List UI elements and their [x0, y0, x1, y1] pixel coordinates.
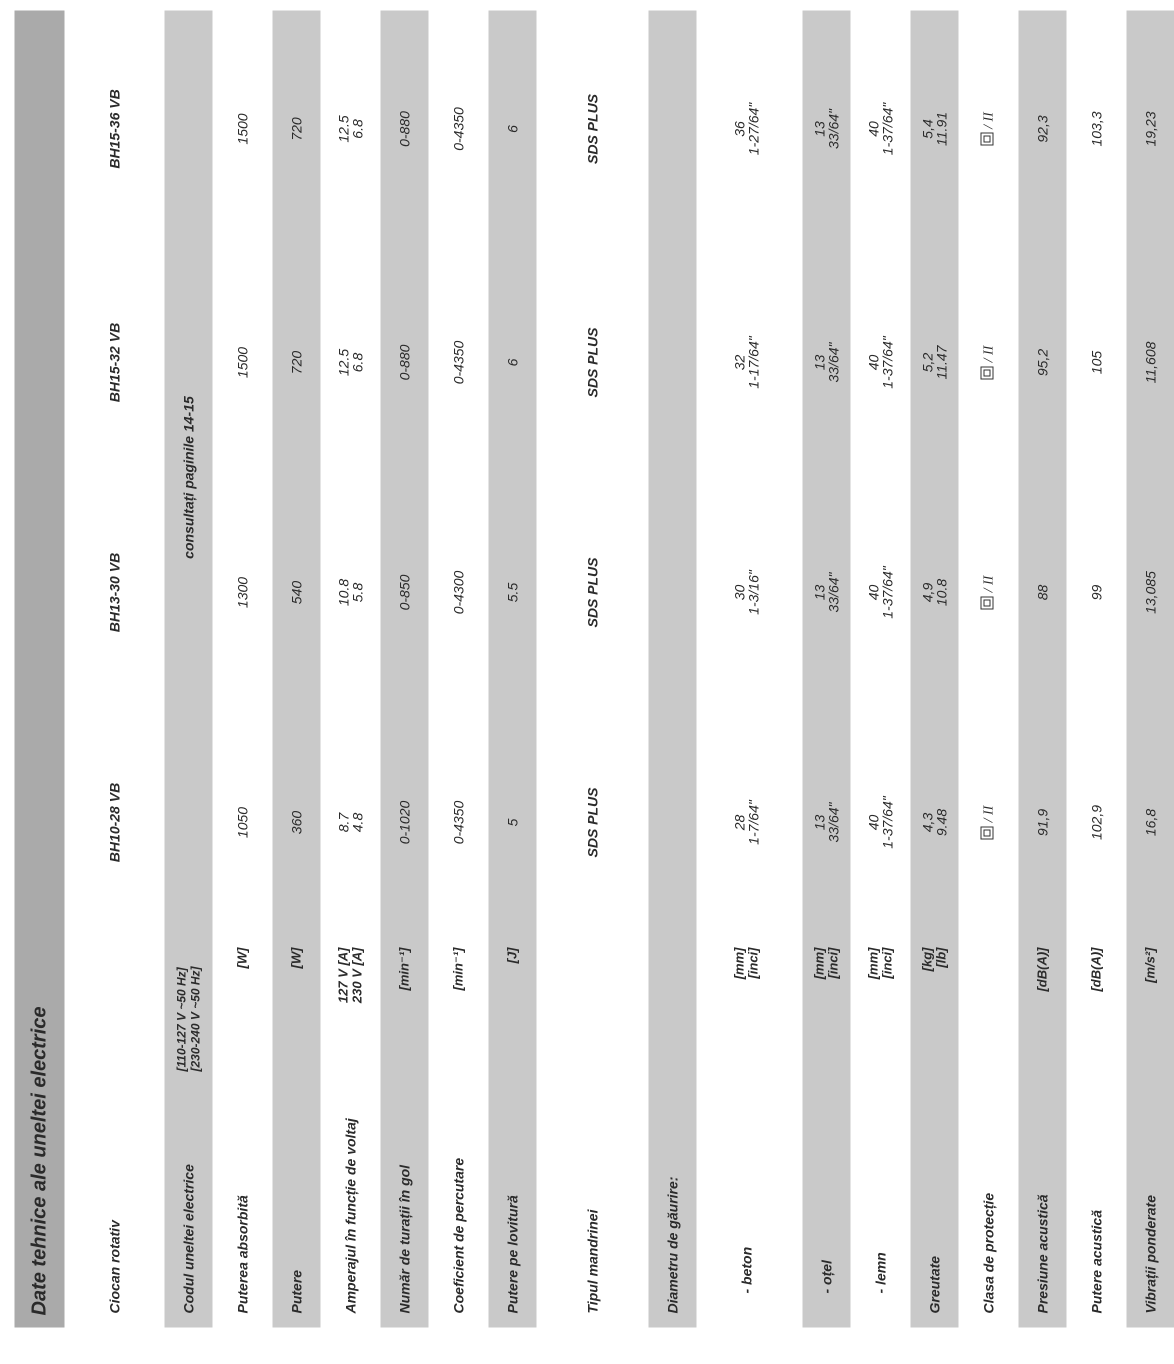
cell-value: 40 1-37/64" [865, 102, 895, 156]
cell-value: 5.5 [488, 478, 536, 708]
row-label: - oțel [802, 1078, 850, 1328]
row-label: - beton [738, 1246, 754, 1294]
cell-value: 12.5 6.8 [335, 348, 365, 377]
cell-value: 720 [272, 248, 320, 478]
cell-value: 1500 [234, 113, 250, 145]
protection-class: / II [964, 478, 1012, 708]
cell-value: 0-1020 [380, 708, 428, 938]
row-unit: [min⁻¹] [380, 938, 428, 1078]
row-label: - lemn [872, 1252, 888, 1294]
cell-value: 5,4 11.91 [910, 10, 958, 247]
cell-value: 88 [1018, 478, 1066, 708]
page-title: Date tehnice ale uneltei electrice [14, 10, 64, 1327]
row-label: Număr de turații în gol [380, 1078, 428, 1328]
spec-sheet [14, 11, 1158, 1328]
cell-value: 13 33/64" [802, 478, 850, 708]
cell-value: 30 1-3/16" [731, 570, 761, 615]
cell-value: 0-880 [380, 10, 428, 247]
cell-value: SDS PLUS [584, 557, 600, 628]
cell-value: 10.8 5.8 [335, 578, 365, 607]
row-unit: [m/s²] [1126, 938, 1174, 1078]
row-unit: [dB(A)] [1018, 938, 1066, 1078]
cell-value: 99 [1088, 584, 1104, 601]
row-label: Vibrații ponderate [1126, 1078, 1174, 1328]
row-label: Presiune acustică [1018, 1078, 1066, 1328]
cell-value: 40 1-37/64" [865, 566, 895, 619]
cell-value: 16,8 [1126, 708, 1174, 938]
row-unit: 127 V [A] 230 V [A] [335, 947, 364, 1004]
cell-value: 6 [488, 248, 536, 478]
cell-value: 0-4350 [450, 107, 466, 151]
cell-value: 0-850 [380, 478, 428, 708]
cell-value: 360 [272, 708, 320, 938]
code-note: consultați paginile 14-15 [164, 248, 212, 708]
cell-value: 40 1-37/64" [865, 796, 895, 849]
cell-value: 103,3 [1088, 111, 1104, 147]
cell-value: SDS PLUS [584, 327, 600, 398]
cell-value: 12.5 6.8 [335, 115, 365, 143]
cell-value: SDS PLUS [584, 787, 600, 858]
double-insulation-icon [980, 366, 993, 379]
model-header: BH15-32 VB [106, 322, 122, 403]
row-label: Putere [272, 1078, 320, 1328]
cell-value: 1500 [234, 346, 250, 379]
cell-value: 4,3 9.48 [910, 708, 958, 938]
protection-class: / II [964, 708, 1012, 938]
cell-value: 95,2 [1018, 248, 1066, 478]
cell-value: 28 1-7/64" [731, 800, 761, 845]
cell-value: 1300 [234, 576, 250, 609]
row-label: Greutate [910, 1078, 958, 1328]
row-unit: [W] [272, 938, 320, 1078]
row-unit: [kg] [lb] [910, 938, 958, 1078]
row-unit: [mm] [inci] [802, 938, 850, 1078]
cell-value: 13 33/64" [802, 10, 850, 247]
cell-value: 0-4300 [450, 570, 466, 615]
row-label: Putere pe lovitură [488, 1078, 536, 1328]
cell-value: 540 [272, 478, 320, 708]
cell-value: 13 33/64" [802, 248, 850, 478]
cell-value: 8.7 4.8 [335, 812, 365, 833]
cell-value: 720 [272, 10, 320, 247]
cell-value: SDS PLUS [584, 93, 600, 164]
row-label: Tipul mandrinei [584, 1209, 600, 1314]
row-label: Codul uneltei electrice [164, 1078, 212, 1328]
row-unit: [min⁻¹] [450, 947, 465, 991]
spec-table [14, 10, 1174, 1327]
double-insulation-icon [980, 133, 993, 146]
row-label: Diametru de găurire: [648, 1078, 696, 1328]
row-unit: [J] [488, 938, 536, 1078]
protection-class: / II [964, 10, 1012, 247]
cell-value: 13,085 [1126, 478, 1174, 708]
cell-value: 32 1-17/64" [731, 336, 761, 389]
double-insulation-icon [980, 826, 993, 839]
cell-value: 1050 [234, 806, 250, 839]
model-header: BH13-30 VB [106, 552, 122, 633]
cell-value: 11,608 [1126, 248, 1174, 478]
cell-value: 6 [488, 10, 536, 247]
model-header: BH15-36 VB [106, 89, 122, 169]
row-label: Amperajul în funcție de voltaj [342, 1118, 358, 1314]
model-header: BH10-28 VB [106, 782, 122, 863]
row-unit: [dB(A)] [1088, 947, 1103, 992]
double-insulation-icon [980, 596, 993, 609]
cell-value: 19,23 [1126, 10, 1174, 247]
cell-value: 105 [1088, 350, 1104, 375]
protection-class: / II [964, 248, 1012, 478]
row-unit: [110-127 V ~50 Hz] [230-240 V ~50 Hz] [164, 938, 212, 1078]
row-label: Putere acustică [1088, 1210, 1104, 1314]
row-unit: [W] [234, 947, 249, 969]
cell-value: 5 [488, 708, 536, 938]
row-label: Clasa de protecție [980, 1192, 996, 1314]
cell-value: 92,3 [1018, 10, 1066, 247]
cell-value: 13 33/64" [802, 708, 850, 938]
row-unit: [mm] [inci] [865, 947, 894, 980]
cell-value: 4,9 10.8 [910, 478, 958, 708]
cell-value: 0-880 [380, 248, 428, 478]
product-type: Ciocan rotativ [106, 1220, 122, 1314]
cell-value: 102,9 [1088, 804, 1104, 841]
cell-value: 40 1-37/64" [865, 336, 895, 389]
cell-value: 0-4350 [450, 340, 466, 385]
cell-value: 91,9 [1018, 708, 1066, 938]
row-label: Puterea absorbită [234, 1195, 250, 1314]
row-unit: [mm] [inci] [731, 947, 760, 980]
cell-value: 0-4350 [450, 800, 466, 845]
row-label: Coeficient de percutare [450, 1157, 466, 1314]
cell-value: 5,2 11.47 [910, 248, 958, 478]
cell-value: 36 1-27/64" [731, 102, 761, 156]
